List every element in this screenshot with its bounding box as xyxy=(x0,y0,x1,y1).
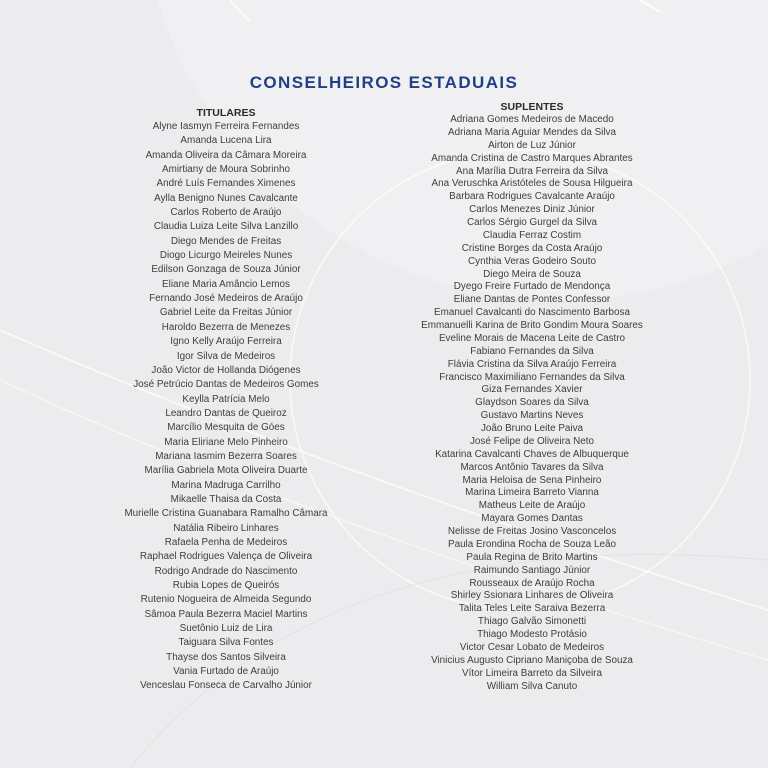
member-name: Marcos Antônio Tavares da Silva xyxy=(460,461,604,473)
member-name: Eveline Morais de Macena Leite de Castro xyxy=(438,332,626,344)
member-name: Mayara Gomes Dantas xyxy=(481,513,583,525)
member-name: Raphael Rodrigues Valença de Oliveira xyxy=(139,551,313,563)
member-name: Mikaelle Thaisa da Costa xyxy=(170,493,282,505)
member-name: Rubia Lopes de Queirós xyxy=(172,580,280,591)
member-name: Emanuel Cavalcanti do Nascimento Barbosa xyxy=(434,307,630,319)
member-name: Emmanuelli Karina de Brito Gondim Moura Soares xyxy=(421,320,643,331)
member-name: Rodrigo Andrade do Nascimento xyxy=(154,565,298,577)
suplentes-heading: SUPLENTES xyxy=(500,101,564,113)
member-name: Francisco Maximiliano Fernandes da Silva xyxy=(439,371,625,383)
member-name: Carlos Sérgio Gurgel da Silva xyxy=(466,217,598,228)
member-name: Amirtiany de Moura Sobrinho xyxy=(162,164,290,176)
member-name: Amanda Oliveira da Câmara Moreira xyxy=(145,149,307,161)
member-name: Gustavo Martins Neves xyxy=(480,410,584,422)
member-name: Talita Teles Leite Saraiva Bezerra xyxy=(458,603,606,615)
member-name: Paula Erondina Rocha de Souza Leão xyxy=(447,538,616,550)
member-name: Rousseaux de Araújo Rocha xyxy=(469,577,595,589)
member-name: Vania Furtado de Araújo xyxy=(173,666,279,678)
member-name: Marília Gabriela Mota Oliveira Duarte xyxy=(144,465,308,477)
member-name: Maria Heloisa de Sena Pinheiro xyxy=(462,474,602,486)
titulares-heading: TITULARES xyxy=(196,107,256,119)
member-name: João Victor de Hollanda Diógenes xyxy=(151,364,301,376)
member-name: Rafaela Penha de Medeiros xyxy=(164,536,288,548)
member-name: Sâmoa Paula Bezerra Maciel Martins xyxy=(144,608,308,620)
member-name: Ana Marília Dutra Ferreira da Silva xyxy=(455,165,609,177)
member-name: Aylla Benigno Nunes Cavalcante xyxy=(154,192,298,204)
member-name: Venceslau Fonseca de Carvalho Júnior xyxy=(140,680,312,692)
member-name: Keylla Patrícia Melo xyxy=(182,393,270,405)
member-name: Suetônio Luiz de Lira xyxy=(179,623,273,635)
member-name: Vinicius Augusto Cipriano Maniçoba de Souza xyxy=(431,654,633,666)
member-name: Fabiano Fernandes da Silva xyxy=(470,345,594,357)
member-name: William Silva Canuto xyxy=(486,680,578,692)
member-name: Cynthia Veras Godeiro Souto xyxy=(468,255,596,267)
suplentes-list xyxy=(406,114,658,693)
member-name: Amanda Lucena Lira xyxy=(180,135,272,147)
member-name: João Bruno Leite Paiva xyxy=(480,423,584,434)
member-name: Leandro Dantas de Queiroz xyxy=(165,407,287,419)
member-name: Igor Silva de Medeiros xyxy=(176,350,276,362)
member-name: José Petrúcio Dantas de Medeiros Gomes xyxy=(133,379,319,391)
member-name: Eliane Dantas de Pontes Confessor xyxy=(453,294,611,306)
member-name: Claudia Ferraz Costim xyxy=(482,229,582,241)
member-name: Murielle Cristina Guanabara Ramalho Câmara xyxy=(124,508,328,520)
titulares-column xyxy=(112,107,340,694)
member-name: Adriana Gomes Medeiros de Macedo xyxy=(450,114,614,125)
member-name: Maria Eliriane Melo Pinheiro xyxy=(164,436,288,448)
member-name: Claudia Luiza Leite Silva Lanzillo xyxy=(153,221,299,233)
suplentes-column xyxy=(406,101,658,693)
member-name: Marina Limeira Barreto Vianna xyxy=(465,487,599,499)
member-name: Thiago Galvão Simonetti xyxy=(477,616,587,628)
member-name: Airton de Luz Júnior xyxy=(488,139,576,151)
member-name: Paula Regina de Brito Martins xyxy=(466,551,598,563)
page-title: CONSELHEIROS ESTADUAIS xyxy=(249,73,519,92)
member-name: Flávia Cristina da Silva Araújo Ferreira xyxy=(447,358,617,370)
member-name: Gabriel Leite da Freitas Júnior xyxy=(159,307,293,319)
member-name: Diogo Licurgo Meireles Nunes xyxy=(159,250,293,262)
member-name: Haroldo Bezerra de Menezes xyxy=(161,321,291,333)
member-name: Giza Fernandes Xavier xyxy=(481,384,583,396)
member-name: Mariana Iasmim Bezerra Soares xyxy=(155,450,297,462)
member-name: Eliane Maria Amâncio Lemos xyxy=(162,278,290,290)
member-name: Barbara Rodrigues Cavalcante Araújo xyxy=(449,191,615,203)
member-name: Shirley Ssionara Linhares de Oliveira xyxy=(450,590,614,602)
member-name: Natália Ribeiro Linhares xyxy=(173,522,279,534)
titulares-list xyxy=(112,120,340,694)
member-name: Katarina Cavalcanti Chaves de Albuquerque xyxy=(435,448,629,460)
member-name: Vítor Limeira Barreto da Silveira xyxy=(462,667,602,679)
member-name: Dyego Freire Furtado de Mendonça xyxy=(453,281,611,293)
member-name: Ana Veruschka Aristóteles de Sousa Hilgueira xyxy=(431,178,633,190)
member-name: Fernando José Medeiros de Araújo xyxy=(149,293,303,305)
member-name: Raimundo Santiago Júnior xyxy=(473,564,591,576)
member-name: Taiguara Silva Fontes xyxy=(178,637,274,649)
member-name: Diego Meira de Souza xyxy=(483,268,581,280)
member-name: Matheus Leite de Araújo xyxy=(478,500,586,512)
member-name: Victor Cesar Lobato de Medeiros xyxy=(459,641,605,653)
member-name: Diego Mendes de Freitas xyxy=(170,235,282,247)
member-name: Carlos Menezes Diniz Júnior xyxy=(469,204,595,216)
member-name: Rutenio Nogueira de Almeida Segundo xyxy=(140,594,312,606)
member-name: José Felipe de Oliveira Neto xyxy=(469,435,595,447)
member-name: Nelisse de Freitas Josino Vasconcelos xyxy=(447,526,617,537)
member-name: André Luís Fernandes Ximenes xyxy=(156,178,296,190)
member-name: Thayse dos Santos Silveira xyxy=(166,651,286,663)
member-name: Edilson Gonzaga de Souza Júnior xyxy=(151,264,301,276)
member-name: Amanda Cristina de Castro Marques Abrantes xyxy=(431,152,633,164)
member-name: Carlos Roberto de Araújo xyxy=(170,207,282,219)
member-name: Glaydson Soares da Silva xyxy=(475,397,589,409)
member-name: Marcílio Mesquita de Góes xyxy=(167,422,285,434)
member-name: Adriana Maria Aguiar Mendes da Silva xyxy=(448,126,616,138)
member-name: Thiago Modesto Protásio xyxy=(477,629,587,640)
member-name: Igno Kelly Araújo Ferreira xyxy=(170,336,282,348)
member-name: Alyne Iasmyn Ferreira Fernandes xyxy=(152,121,300,132)
member-name: Marina Madruga Carrilho xyxy=(171,479,281,491)
member-name: Cristine Borges da Costa Araújo xyxy=(461,242,603,254)
